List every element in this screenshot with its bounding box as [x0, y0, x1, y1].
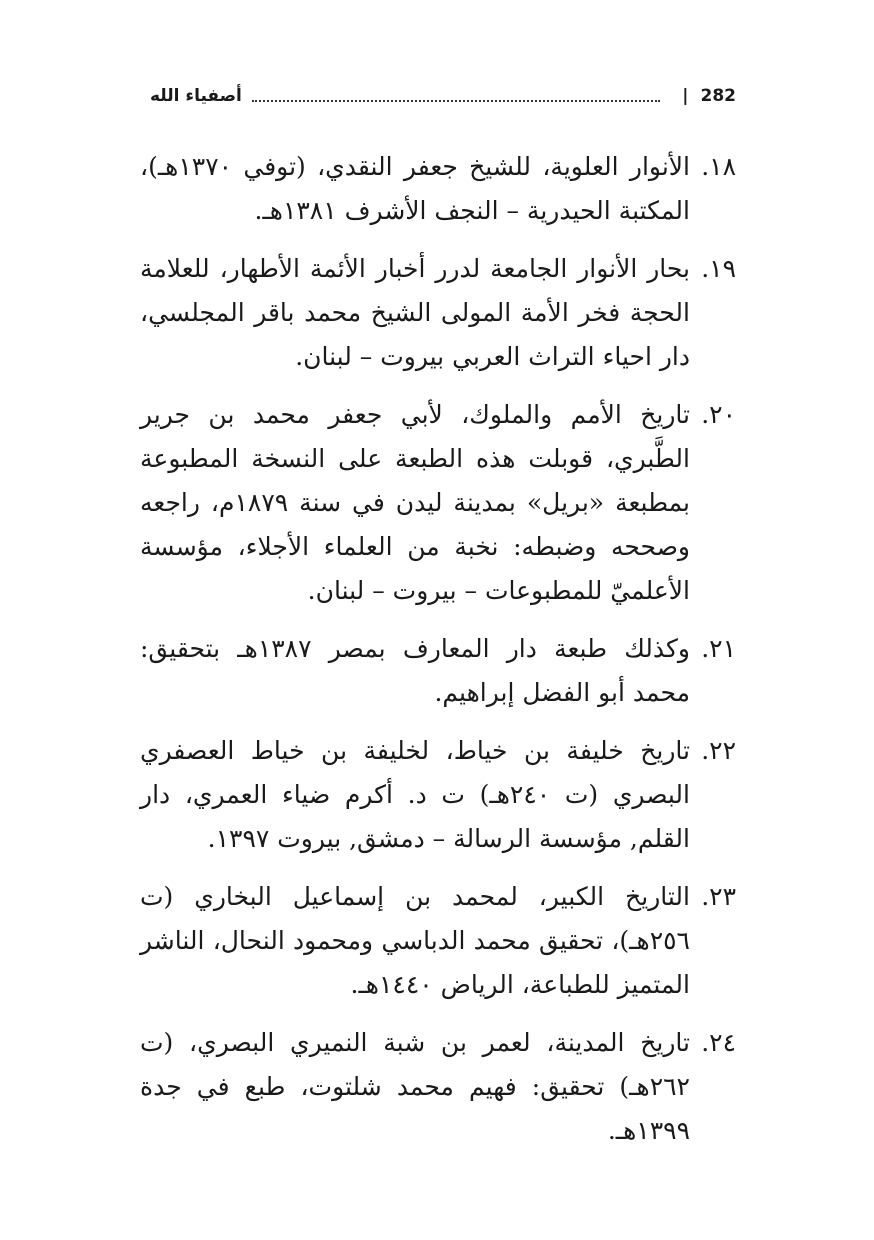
bibliography-entry [140, 145, 736, 233]
bibliography-entry [140, 1021, 736, 1153]
entry-number: ٢٠. [701, 400, 736, 429]
entry-number: ١٨. [701, 152, 736, 181]
book-title: أصفياء الله [150, 86, 242, 106]
entry-text: تاريخ الأمم والملوك، لأبي جعفر محمد بن جرير الطَّبري، قوبلت هذه الطبعة على النسخة المطبوعة بمطبعة «بريل» بمدينة ليدن في سنة ١٨٧٩م، راجعه وصححه وضبطه: نخبة من العلماء الأجلاء، مؤسسة الأعلميّ للمطبوعات – بيروت – لبنان. [140, 400, 690, 605]
bibliography-entry [140, 729, 736, 861]
entry-text: التاريخ الكبير، لمحمد بن إسماعيل البخاري (ت ٢٥٦هـ)، تحقيق محمد الدباسي ومحمود النحال، الناشر المتميز للطباعة، الرياض ١٤٤٠هـ. [140, 882, 690, 999]
bibliography-entry [140, 627, 736, 715]
bibliography-entry [140, 393, 736, 613]
entry-number: ٢٣. [701, 882, 736, 911]
header-dot-leader [252, 100, 660, 102]
bibliography-entry [140, 875, 736, 1007]
entry-number: ٢٤. [701, 1028, 736, 1057]
entry-text: بحار الأنوار الجامعة لدرر أخبار الأئمة الأطهار، للعلامة الحجة فخر الأمة المولى الشيخ محمد باقر المجلسي، دار احياء التراث العربي بيروت – لبنان. [140, 254, 690, 371]
entry-number: ٢٢. [701, 736, 736, 765]
running-header [150, 82, 736, 110]
bibliography-list [140, 145, 736, 1167]
bibliography-entry [140, 247, 736, 379]
entry-number: ٢١. [701, 634, 736, 663]
entry-text: تاريخ المدينة، لعمر بن شبة النميري البصري، (ت ٢٦٢هـ) تحقيق: فهيم محمد شلتوت، طبع في جدة ١٣٩٩هـ. [140, 1028, 690, 1145]
entry-text: وكذلك طبعة دار المعارف بمصر ١٣٨٧هـ بتحقيق: محمد أبو الفضل إبراهيم. [140, 634, 690, 707]
entry-text: تاريخ خليفة بن خياط، لخليفة بن خياط العصفري البصري (ت ٢٤٠هـ) ت د. أكرم ضياء العمري، دار القلم, مؤسسة الرسالة – دمشق, بيروت ١٣٩٧. [140, 736, 690, 853]
entry-text: الأنوار العلوية، للشيخ جعفر النقدي، (توفي ١٣٧٠هـ)، المكتبة الحيدرية – النجف الأشرف ١٣٨١هـ. [140, 152, 690, 225]
entry-number: ١٩. [701, 254, 736, 283]
page-number: 282 [700, 86, 736, 106]
header-separator: | [682, 86, 689, 106]
